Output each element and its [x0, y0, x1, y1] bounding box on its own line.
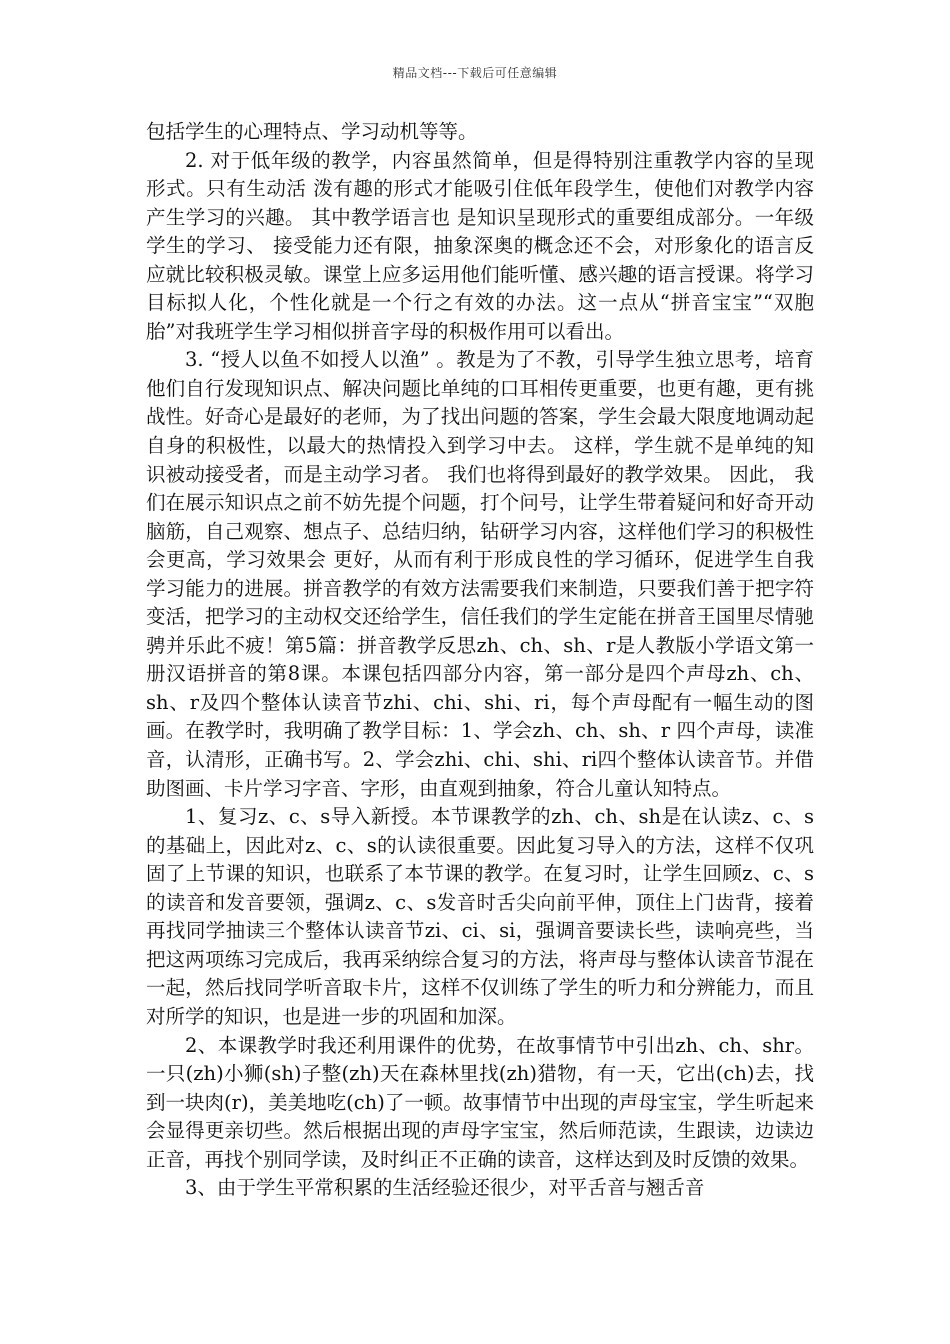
- paragraph-life-experience: 3、由于学生平常积累的生活经验还很少，对平舌音与翘舌音: [185, 1176, 705, 1200]
- paragraph-point-2: 2. 对于低年级的教学，内容虽然简单，但是得特别注重教学内容的呈现形式。只有生动活 泼有趣的形式才能吸引住低年段学生，使他们对教学内容产生学习的兴趣。 其中教学语言也 是知识呈现形式的重要组成部分。一年级学生的学习、 接受能力还有限，抽象深奥的概念还不会，对形象化的语言反应就比较积极灵敏。课堂上应多运用他们能听懂、感兴趣的语言授课。将学习目标拟人化，个性化就是一个行之有效的办法。这一点从“拼音宝宝”“双胞胎”对我班学生学习相似拼音字母的积极作用可以看出。: [146, 148, 814, 343]
- paragraph-review-zcs: 1、复习z、c、s导入新授。本节课教学的zh、ch、sh是在认读z、c、s的基础上，因此对z、c、s的认读很重要。因此复习导入的方法，这样不仅巩固了上节课的知识，也联系了本节课的教学。在复习时，让学生回顾z、c、s的读音和发音要领，强调z、c、s发音时舌尖向前平伸，顶住上门齿背，接着再找同学抽读三个整体认读音节zi、ci、si，强调音要读长些，读响亮些，当把这两项练习完成后，我再采纳综合复习的方法，将声母与整体认读音节混在一起，然后找同学听音取卡片，这样不仅训练了学生的听力和分辨能力，而且对所学的知识，也是进一步的巩固和加深。: [146, 805, 814, 1028]
- paragraph-courseware-story: 2、本课教学时我还利用课件的优势，在故事情节中引出zh、ch、shr。一只(zh)小狮(sh)子整(zh)天在森林里找(zh)猎物，有一天，它出(ch)去，找到一块肉(r)，美美地吃(ch)了一顿。故事情节中出现的声母宝宝，学生听起来会显得更亲切些。然后根据出现的声母字宝宝，然后师范读，生跟读，边读边正音，再找个别同学读，及时纠正不正确的读音，这样达到及时反馈的效果。: [146, 1033, 814, 1171]
- page-header: 精品文档---下载后可任意编辑: [392, 66, 558, 80]
- document-body: [146, 118, 814, 1203]
- paragraph-point-3: 3. “授人以鱼不如授人以渔” 。教是为了不教，引导学生独立思考，培育他们自行发现知识点、解决问题比单纯的口耳相传更重要，也更有趣，更有挑战性。好奇心是最好的老师，为了找出问题的答案，学生会最大限度地调动起自身的积极性，以最大的热情投入到学习中去。 这样，学生就不是单纯的知识被动接受者，而是主动学习者。 我们也将得到最好的教学效果。 因此， 我们在展示知识点之前不妨先提个问题，打个问号，让学生带着疑问和好奇开动脑筋，自己观察、想点子、总结归纳，钻研学习内容，这样他们学习的积极性会更高，学习效果会 更好，从而有利于形成良性的学习循环，促进学生自我学习能力的进展。拼音教学的有效方法需要我们来制造，只要我们善于把字符变活，把学习的主动权交还给学生，信任我们的学生定能在拼音王国里尽情驰骋并乐此不疲！第5篇：拼音教学反思zh、ch、sh、r是人教版小学语文第一册汉语拼音的第8课。本课包括四部分内容，第一部分是四个声母zh、ch、sh、r及四个整体认读音节zhi、chi、shi、ri，每个声母配有一幅生动的图画。在教学时，我明确了教学目标：1、学会zh、ch、sh、r 四个声母，读准音，认清形，正确书写。2、学会zhi、chi、shi、ri四个整体认读音节。并借助图画、卡片学习字音、字形，由直观到抽象，符合儿童认知特点。: [146, 348, 814, 800]
- paragraph-continuation: 包括学生的心理特点、学习动机等等。: [146, 120, 478, 143]
